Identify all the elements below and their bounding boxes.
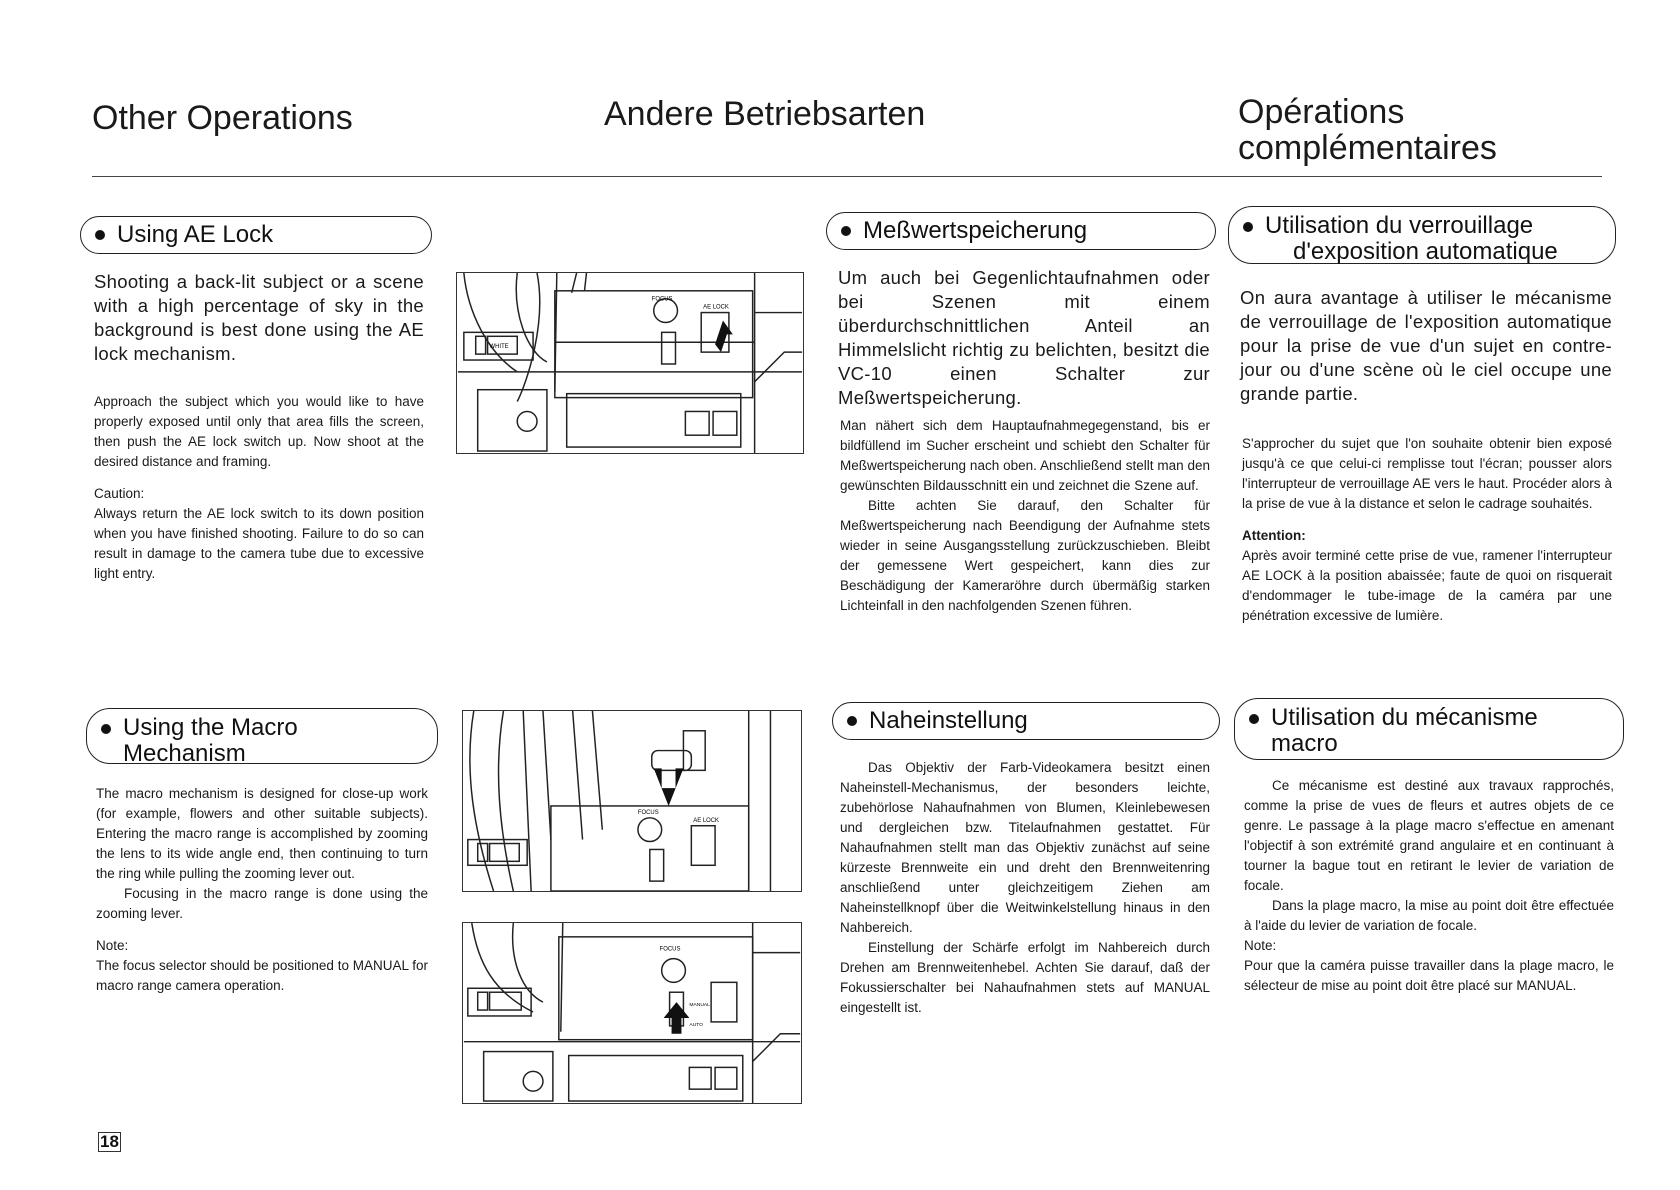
label-manual: MANUAL — [689, 1003, 710, 1009]
ae-lock-title-de: Meßwertspeicherung — [863, 217, 1088, 244]
label-auto: AUTO — [689, 1022, 704, 1028]
macro-note-label-fr: Note: — [1244, 938, 1277, 953]
macro-text1-fr: Ce mécanisme est destiné aux travaux rapprochés, comme la prise de vues de fleurs et autres objets de ce genre. Le passage à la plage macro s'effectue en amenant l'objectif à son extrémité grand angulaire et en continuant à tourner la bague tout en retirant le levier de variation de focale. — [1244, 778, 1614, 893]
ae-lock-title-line1-fr: Utilisation du verrouillage — [1265, 212, 1534, 239]
ae-lock-instructions-en: Approach the subject which you would like to have properly exposed until only that area fills the screen, then push the AE lock switch up. Now shoot at the desired distance and framing. — [94, 394, 424, 469]
macro-title-line1-fr: Utilisation du mécanisme — [1271, 704, 1538, 731]
macro-text2-en: Focusing in the macro range is done using the zooming lever. — [96, 886, 428, 921]
heading-french-line2: complémentaires — [1238, 129, 1497, 167]
ae-lock-attention-fr: Après avoir terminé cette prise de vue, ramener l'interrupteur AE LOCK à la position abaissée; faute de quoi on risquerait d'endommager le tube-image de la caméra par une pénétration excessive de lumière. — [1242, 548, 1612, 623]
macro-note-label-en: Note: — [96, 938, 129, 953]
macro-note-fr: Pour que la caméra puisse travailler dans la plage macro, le sélecteur de mise au point doit être placé sur MANUAL. — [1244, 958, 1614, 993]
heading-french — [1238, 94, 1497, 166]
section-title-ae-lock-fr — [1228, 206, 1616, 264]
heading-french-line1: Opérations — [1238, 93, 1405, 131]
heading-english: Other Operations — [92, 99, 353, 137]
camera-focus-selector-illustration — [463, 923, 801, 1103]
ae-lock-lead-fr: On aura avantage à utiliser le mécanisme de verrouillage de l'exposition automatique pour la prise de vue d'un sujet en contre-jour ou d'une scène où le ciel occupe une grande partie. — [1240, 287, 1612, 404]
macro-title-line1-en: Using the Macro — [123, 714, 298, 741]
heading-rule — [92, 176, 1602, 177]
attention-label-text: Attention: — [1242, 528, 1306, 543]
bullet-icon — [101, 724, 111, 734]
ae-lock-caution-label-en: Caution: — [94, 486, 145, 501]
macro-text2-de: Einstellung der Schärfe erfolgt im Nahbereich durch Drehen am Brennweitenhebel. Achten Sie darauf, daß der Fokussierschalter bei Nahaufnahmen stets auf MANUAL eingestellt ist. — [840, 940, 1210, 1015]
camera-ae-lock-illustration — [457, 273, 803, 453]
macro-text1-de: Das Objektiv der Farb-Videokamera besitzt einen Naheinstell-Mechanismus, der besonders leichte, zubehörlose Nahaufnahmen von Blumen, Kleinlebewesen und dergleichen bzw. Titelaufnahmen gestattet. Für Nahaufnahmen stellt man das Objektiv zunächst auf seine kürzeste Brennweite ein und dreht den Brennweitenring anschließend unter gleichzeitigem Ziehen am Naheinstellknopf über die Weitwinkelstellung hinaus in den Nahbereich. — [840, 760, 1210, 935]
ae-lock-caution-en: Always return the AE lock switch to its down position when you have finished shooting. Failure to do so can result in damage to the camera tube due to excessive light entry. — [94, 506, 424, 581]
label-focus: FOCUS — [651, 296, 673, 303]
macro-title-line2-fr: macro — [1271, 730, 1338, 757]
ae-lock-lead-de: Um auch bei Gegenlichtaufnahmen oder bei Szenen mit einem überdurchschnittlichen Anteil an Himmelslicht richtig zu belichten, besitzt die VC-10 einen Schalter zur Meßwertspeicherung. — [838, 267, 1210, 408]
bullet-icon — [1243, 222, 1253, 232]
ae-lock-lead-en: Shooting a back-lit subject or a scene with a high percentage of sky in the background is best done using the AE lock mechanism. — [94, 271, 424, 364]
ae-lock-body-de — [840, 416, 1210, 616]
macro-text1-en: The macro mechanism is designed for close-up work (for example, flowers and other suitable subjects). Entering the macro range is accomplished by zooming the lens to its wide angle end, then continuing to turn the ring while pulling the zooming lever out. — [96, 786, 428, 881]
figure-focus-selector — [462, 922, 802, 1104]
macro-body-de — [840, 758, 1210, 1018]
figure-ae-lock-switch — [456, 272, 804, 454]
section-title-ae-lock-de — [826, 212, 1216, 250]
section-title-macro-en — [86, 708, 438, 767]
heading-german: Andere Betriebsarten — [604, 95, 926, 133]
macro-text2-fr: Dans la plage macro, la mise au point doit être effectuée à l'aide du levier de variation de focale. — [1244, 898, 1614, 933]
ae-lock-title-line2-fr: d'exposition automatique — [1293, 238, 1558, 265]
macro-body-fr — [1244, 776, 1614, 996]
figure-macro-lever — [462, 710, 802, 892]
macro-title-line2-en: Mechanism — [123, 740, 246, 767]
bullet-icon — [95, 230, 105, 240]
label-ae-lock-macro: AE LOCK — [693, 817, 719, 824]
camera-macro-lever-illustration — [463, 711, 801, 891]
ae-lock-text2-de: Bitte achten Sie darauf, den Schalter für Meßwertspeicherung nach Beendigung der Aufnahme stets wieder in seine Ausgangsstellung zurückzuschieben. Bleibt der gemessene Wert gespeichert, kann dies zur Beschädigung der Kameraröhre durch übermäßig starken Lichteinfall in den nachfolgenden Szenen führen. — [840, 498, 1210, 613]
label-white: WHITE — [489, 344, 509, 351]
ae-lock-text1-de: Man nähert sich dem Hauptaufnahmegegenstand, bis er bildfüllend im Sucher erscheint und schiebt den Schalter für Meßwertspeicherung nach oben. Anschließend stellt man den gewünschten Bildausschnitt ein und zeichnet die Szene auf. — [840, 418, 1210, 493]
macro-note-en: The focus selector should be positioned to MANUAL for macro range camera operation. — [96, 958, 428, 993]
bullet-icon — [841, 226, 851, 236]
label-ae-lock: AE LOCK — [703, 304, 729, 311]
section-title-macro-de — [832, 702, 1220, 740]
ae-lock-body-fr — [1242, 434, 1612, 626]
page-number: 18 — [100, 1132, 119, 1151]
macro-body-en — [96, 784, 428, 996]
bullet-icon — [847, 716, 857, 726]
ae-lock-attention-label-fr — [1242, 526, 1612, 546]
label-focus-selector: FOCUS — [659, 946, 681, 953]
ae-lock-body-en — [94, 392, 424, 584]
macro-title-de: Naheinstellung — [869, 707, 1028, 734]
ae-lock-title-en: Using AE Lock — [117, 221, 274, 248]
ae-lock-text-fr: S'approcher du sujet que l'on souhaite obtenir bien exposé jusqu'à ce que celui-ci remplisse tout l'écran; pousser alors l'interrupteur de verrouillage AE vers le haut. Procéder alors à la prise de vue à la distance et selon le cadrage souhaités. — [1242, 436, 1612, 511]
section-title-macro-fr — [1234, 698, 1624, 760]
label-focus-macro: FOCUS — [637, 809, 659, 816]
bullet-icon — [1249, 714, 1259, 724]
section-title-ae-lock-en — [80, 216, 432, 254]
